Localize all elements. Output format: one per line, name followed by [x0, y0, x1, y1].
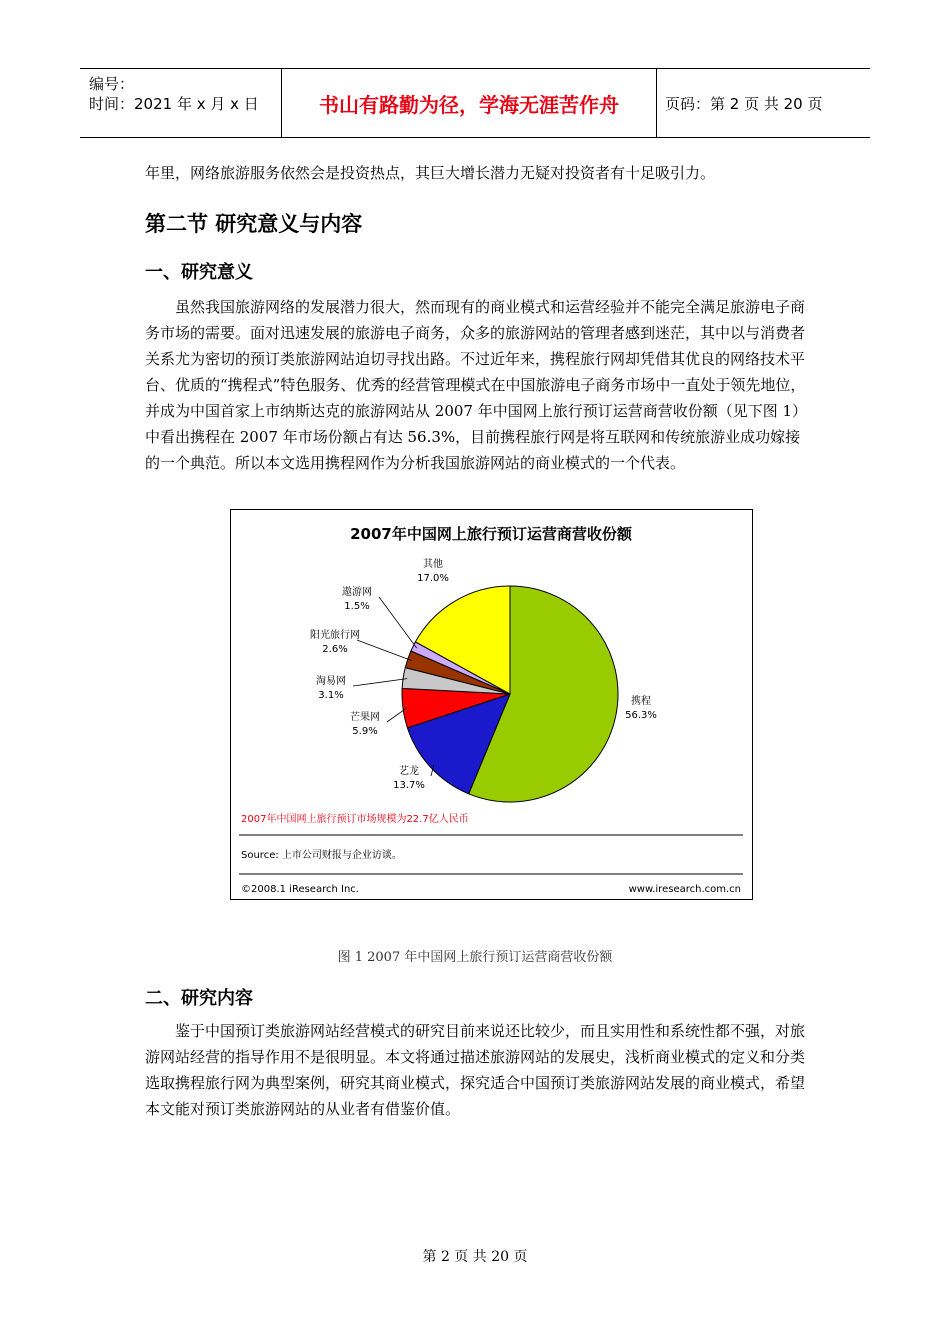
significance-paragraph: 虽然我国旅游网络的发展潜力很大，然而现有的商业模式和运营经验并不能完全满足旅游电子商务市场的需要。面对迅速发展的旅游电子商务，众多的旅游网站的管理者感到迷茫，其中以与消费者关系尤为密切的预订类旅游网站迫切寻找出路。不过近年来，携程旅行网却凭借其优良的网络技术平台、优质的“携程式”特色服务、优秀的经营管理模式在中国旅游电子商务市场中一直处于领先地位，并成为中国首家上市纳斯达克的旅游网站从 2007 年中国网上旅行预订运营商营收份额（见下图 1）中看出携程在 2007 年市场份额占有达 56.3%，目前携程旅行网是将互联网和传统旅游业成功嫁接的一个典范。所以本文选用携程网作为分析我国旅游网站的商业模式的一个代表。 — [145, 298, 808, 472]
content-paragraph: 鉴于中国预订类旅游网站经营模式的研究目前来说还比较少，而且实用性和系统性都不强，对旅游网站经营的指导作用不是很明显。本文将通过描述旅游网站的发展史，浅析商业模式的定义和分类选取携程旅行网为典型案例，研究其商业模式，探究适合中国预订类旅游网站发展的商业模式，希望本文能对预订类旅游网站的从业者有借鉴价值。 — [145, 1022, 806, 1118]
pie-category-label: 遨游网 — [342, 587, 372, 598]
page-header — [80, 68, 870, 138]
pie-category-label: 携程 — [631, 696, 651, 707]
pie-value-label: 5.9% — [352, 726, 378, 737]
pie-value-label: 1.5% — [344, 601, 370, 612]
pie-value-label: 17.0% — [417, 573, 449, 584]
header-motto: 书山有路勤为径，学海无涯苦作舟 — [282, 69, 657, 137]
subsection-title-significance: 一、研究意义 — [145, 262, 253, 283]
pie-value-label: 3.1% — [318, 690, 344, 701]
chart-copyright: ©2008.1 iResearch Inc. — [241, 884, 359, 895]
header-meta-cell — [80, 69, 282, 137]
pie-leader-line — [353, 679, 407, 686]
subsection-title-content: 二、研究内容 — [145, 988, 253, 1009]
chart-source: Source: 上市公司财报与企业访谈。 — [241, 850, 402, 861]
figure-caption: 图 1 2007 年中国网上旅行预订运营商营收份额 — [337, 950, 613, 965]
pie-leader-line — [379, 597, 417, 648]
document-date-label: 时间：2021 年 x 月 x 日 — [89, 95, 259, 113]
chart-title: 2007年中国网上旅行预订运营商营收份额 — [350, 525, 632, 543]
page-footer: 第 2 页 共 20 页 — [422, 1249, 528, 1265]
header-page-info: 页码：第 2 页 共 20 页 — [665, 94, 823, 113]
pie-value-label: 56.3% — [625, 710, 657, 721]
pie-category-label: 艺龙 — [399, 766, 419, 777]
section-title: 第二节 研究意义与内容 — [145, 212, 363, 236]
pie-category-label: 淘易网 — [316, 676, 346, 687]
pie-category-label: 阳光旅行网 — [310, 630, 360, 641]
pie-leader-line — [357, 640, 412, 661]
pie-value-label: 2.6% — [322, 644, 348, 655]
pie-category-label: 芒果网 — [350, 712, 380, 723]
pie-chart-figure — [230, 509, 753, 900]
chart-market-note: 2007年中国网上旅行预订市场规模为22.7亿人民币 — [241, 814, 469, 825]
intro-line: 年里，网络旅游服务依然会是投资热点，其巨大增长潜力无疑对投资者有十足吸引力。 — [145, 164, 716, 182]
pie-value-label: 13.7% — [393, 780, 425, 791]
pie-category-label: 其他 — [423, 559, 443, 570]
pie-chart — [231, 510, 752, 899]
chart-site: www.iresearch.com.cn — [628, 884, 741, 895]
document-number-label: 编号： — [89, 75, 135, 93]
